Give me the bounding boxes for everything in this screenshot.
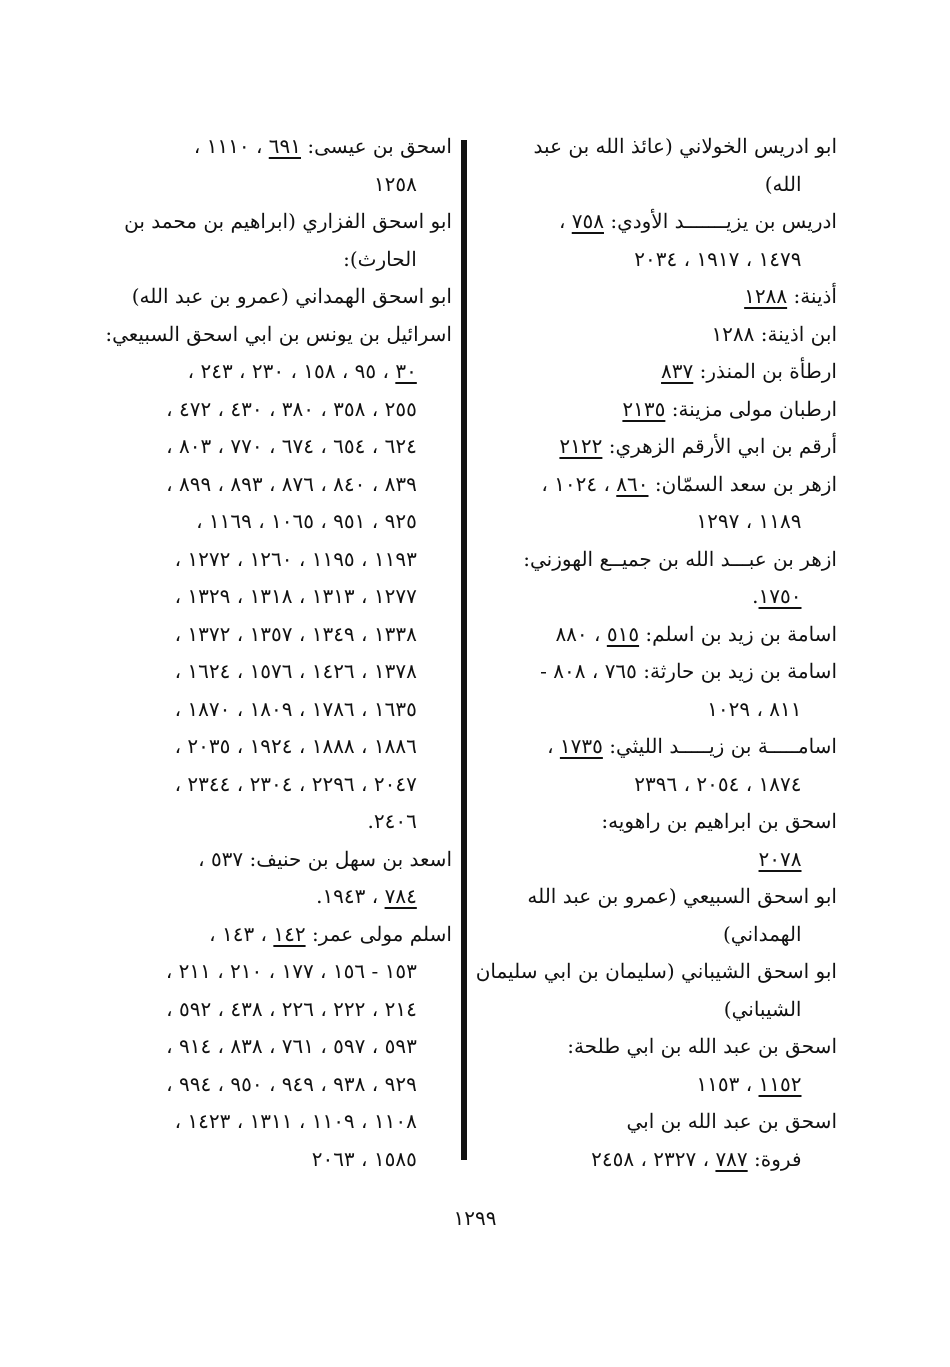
entry-continuation-line: ٢٠٤٧ ، ٢٢٩٦ ، ٢٣٠٤ ، ٢٣٤٤ ، — [174, 771, 417, 796]
index-entry — [482, 203, 837, 278]
entry-continuation-line: ١٣٣٨ ، ١٣٤٩ ، ١٣٥٧ ، ١٣٧٢ ، — [174, 621, 417, 646]
entry-continuation-line: ١٢٥٨ — [373, 171, 417, 196]
underlined-reference-number: ٢١٢٢ — [559, 434, 603, 458]
entry-continuation-line: ٢١٤ ، ٢٢٢ ، ٢٢٦ ، ٤٣٨ ، ٥٩٢ ، — [166, 996, 417, 1021]
entry-heading-line: اسحق بن عبد الله بن ابي — [626, 1109, 837, 1133]
entry-continuation-line: ١٦٣٥ ، ١٧٨٦ ، ١٨٠٩ ، ١٨٧٠ ، — [174, 696, 417, 721]
underlined-reference-number: ١٤٢ — [273, 921, 306, 946]
entry-continuation-line: الشيباني) — [723, 996, 802, 1021]
index-entry — [482, 653, 837, 728]
index-entry — [475, 953, 837, 1028]
entry-heading-line: ازهر بن عبـــد الله بن جميــع الهوزني: — [523, 546, 837, 571]
entry-heading-line: اسحق بن ابراهيم بن راهويه: — [601, 809, 837, 833]
underlined-reference-number: ٨٣٧ — [661, 359, 694, 383]
entry-continuation-line: ١٥٣ - ١٥٦ ، ١٧٧ ، ٢١٠ ، ٢١١ ، — [165, 959, 417, 983]
entry-continuation-line: الهمداني) — [722, 921, 802, 946]
entry-continuation-line: ٥٩٣ ، ٥٩٧ ، ٧٦١ ، ٨٣٨ ، ٩١٤ ، — [166, 1034, 417, 1058]
entry-continuation-line: ١١٠٨ ، ١١٠٩ ، ١٣١١ ، ١٤٢٣ ، — [174, 1109, 417, 1133]
index-entry — [482, 1028, 837, 1103]
entry-continuation-line: ١١٨٩ ، ١٢٩٧ — [696, 509, 802, 533]
entry-continuation-line: ٨٣٩ ، ٨٤٠ ، ٨٧٦ ، ٨٩٣ ، ٨٩٩ ، — [166, 471, 417, 496]
entry-continuation-line: ٩٢٩ ، ٩٣٨ ، ٩٤٩ ، ٩٥٠ ، ٩٩٤ ، — [166, 1071, 417, 1096]
entry-continuation-line: ١٥٨٥ ، ٢٠٦٣ — [311, 1146, 417, 1171]
index-entry — [482, 391, 837, 429]
index-entry — [482, 803, 837, 878]
entry-heading-line: أذينة: ١٢٨٨ — [744, 284, 837, 308]
entry-continuation-line: ٢٥٥ ، ٣٥٨ ، ٣٨٠ ، ٤٣٠ ، ٤٧٢ ، — [166, 396, 417, 421]
entry-continuation-line: ٨١١ ، ١٠٢٩ — [707, 696, 802, 721]
index-entry — [482, 878, 837, 953]
entry-continuation-line: ٩٢٥ ، ٩٥١ ، ١٠٦٥ ، ١١٦٩ ، — [196, 509, 417, 533]
underlined-reference-number: ١٧٣٥ — [559, 734, 603, 758]
underlined-reference-number: ٧٥٨ — [571, 209, 604, 233]
entry-continuation-line: فروة: ٧٨٧ ، ٢٣٢٧ ، ٢٤٥٨ — [591, 1146, 802, 1171]
underlined-reference-number: ١٧٥٠ — [758, 584, 802, 608]
entry-continuation-line: ١١٩٣ ، ١١٩٥ ، ١٢٦٠ ، ١٢٧٢ ، — [174, 546, 417, 571]
entry-heading-line: اسحق بن عبد الله بن ابي طلحة: — [567, 1034, 837, 1058]
index-entry — [100, 278, 452, 316]
entry-heading-line: أرقم بن ابي الأرقم الزهري: ٢١٢٢ — [559, 434, 837, 458]
index-entry — [482, 1103, 837, 1178]
entry-heading-line: ارطبان مولى مزينة: ٢١٣٥ — [622, 396, 837, 421]
entry-heading-line: اسحق بن عيسى: ٦٩١ ، ١١١٠ ، — [193, 134, 452, 158]
entry-continuation-line — [482, 841, 837, 879]
entry-continuation-line: ١٤٧٩ ، ١٩١٧ ، ٢٠٣٤ — [634, 246, 802, 271]
index-entry — [100, 316, 452, 841]
underlined-reference-number: ٢٠٧٨ — [758, 846, 802, 871]
entry-heading-line: ابو ادريس الخولاني (عائذ الله بن عبد — [533, 134, 837, 158]
entry-continuation-line: ١٨٨٦ ، ١٨٨٨ ، ١٩٢٤ ، ٢٠٣٥ ، — [174, 734, 417, 758]
entry-continuation-line: ٦٢٤ ، ٦٥٤ ، ٦٧٤ ، ٧٧٠ ، ٨٠٣ ، — [166, 434, 417, 458]
entry-continuation-line: ١٣٧٨ ، ١٤٢٦ ، ١٥٧٦ ، ١٦٢٤ ، — [174, 659, 417, 683]
entry-continuation-line: ١٢٧٧ ، ١٣١٣ ، ١٣١٨ ، ١٣٢٩ ، — [174, 584, 417, 608]
entry-heading-line: اسلم مولى عمر: ١٤٢ ، ١٤٣ ، — [209, 921, 452, 946]
index-entry — [482, 316, 837, 354]
entry-continuation-line: الحارث): — [343, 246, 417, 271]
underlined-reference-number: ١٢٨٨ — [744, 284, 788, 308]
entry-heading-line: ابو اسحق الشيباني (سليمان بن ابي سليمان — [475, 959, 837, 983]
entry-heading-line: اسامـــــة بن زيـــــد الليثي: ١٧٣٥ ، — [547, 734, 837, 758]
entry-heading-line: اسامة بن زيد بن اسلم: ٥١٥ ، ٨٨٠ — [555, 621, 837, 646]
index-entry — [482, 728, 837, 803]
entry-heading-line: ادريس بن يزيـــــــد الأودي: ٧٥٨ ، — [558, 209, 837, 233]
underlined-reference-number: ٣٠ — [395, 359, 417, 383]
index-entry — [482, 428, 837, 466]
entry-heading-line: اسرائيل بن يونس بن ابي اسحق السبيعي: — [105, 321, 452, 346]
index-entry — [482, 616, 837, 654]
index-entry — [482, 353, 837, 391]
entry-continuation-line: ١١٥٢ ، ١١٥٣ — [696, 1071, 802, 1096]
underlined-reference-number: ٧٨٤ — [384, 884, 417, 908]
entry-heading-line: ارطأة بن المنذر: ٨٣٧ — [661, 359, 837, 383]
entry-heading-line: ابو اسحق الهمداني (عمرو بن عبد الله) — [131, 284, 452, 308]
entry-heading-line: ازهر بن سعد السمّان: ٨٦٠ ، ١٠٢٤ ، — [541, 471, 837, 496]
page-number: ١٢٩٩ — [453, 1206, 497, 1230]
underlined-reference-number: ١١٥٢ — [758, 1071, 802, 1096]
index-entry — [100, 128, 452, 203]
entry-continuation-line: ٢٤٠٦. — [367, 809, 417, 833]
underlined-reference-number: ٥١٥ — [606, 621, 640, 646]
index-entry — [100, 841, 452, 916]
entry-continuation-line: ١٧٥٠. — [752, 584, 802, 608]
index-entry — [482, 128, 837, 203]
index-entry — [482, 278, 837, 316]
entry-continuation-line: ٧٨٤ ، ١٩٤٣. — [316, 884, 417, 908]
entry-continuation-line: ٣٠ ، ٩٥ ، ١٥٨ ، ٢٣٠ ، ٢٤٣ ، — [187, 359, 417, 383]
index-entry — [100, 203, 452, 278]
underlined-reference-number: ٧٨٧ — [715, 1146, 748, 1171]
index-entry — [100, 916, 452, 1179]
column-divider-rule — [461, 140, 467, 1160]
entry-continuation-line: الله) — [764, 171, 802, 196]
index-entry — [482, 541, 837, 616]
entry-continuation-line: ١٨٧٤ ، ٢٠٥٤ ، ٢٣٩٦ — [634, 771, 802, 796]
entry-heading-line: ابن اذينة: ١٢٨٨ — [711, 321, 837, 346]
entry-heading-line: ابو اسحق السبيعي (عمرو بن عبد الله — [527, 884, 837, 908]
underlined-reference-number: ٦٩١ — [268, 134, 301, 158]
entry-heading-line: اسامة بن زيد بن حارثة: ٧٦٥ ، ٨٠٨ - — [540, 659, 837, 683]
right-index-column — [475, 128, 837, 1178]
entry-heading-line: ابو اسحق الفزاري (ابراهيم بن محمد بن — [124, 209, 452, 233]
entry-heading-line: اسعد بن سهل بن حنيف: ٥٣٧ ، — [198, 846, 452, 871]
index-entry — [482, 466, 837, 541]
underlined-reference-number: ٨٦٠ — [616, 471, 649, 496]
underlined-reference-number: ٢١٣٥ — [622, 396, 666, 421]
left-index-column — [100, 128, 452, 1178]
